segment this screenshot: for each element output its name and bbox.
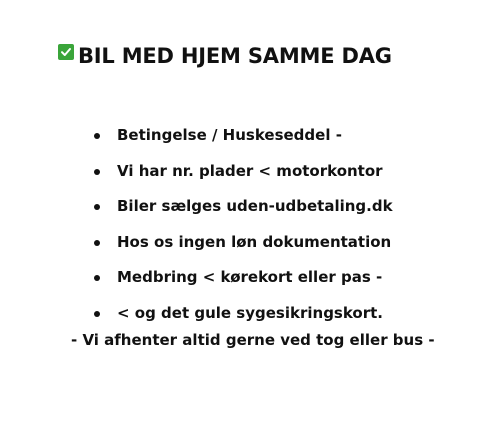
footer-line: - Vi afhenter altid gerne ved tog eller bus - bbox=[71, 331, 435, 349]
bullet-item bbox=[92, 225, 393, 261]
bullet-text: < og det gule sygesikringskort. bbox=[117, 303, 384, 322]
bullet-dot-icon bbox=[94, 204, 100, 210]
bullet-list bbox=[92, 118, 393, 331]
bullet-item bbox=[92, 296, 393, 332]
bullet-dot-icon bbox=[94, 169, 100, 175]
bullet-text: Vi har nr. plader < motorkontor bbox=[117, 161, 383, 180]
bullet-dot-icon bbox=[94, 275, 100, 281]
bullet-item bbox=[92, 118, 393, 154]
bullet-dot-icon bbox=[94, 311, 100, 317]
bullet-item bbox=[92, 154, 393, 190]
bullet-text: Biler sælges uden-udbetaling.dk bbox=[117, 197, 393, 215]
headline-text: BIL MED HJEM SAMME DAG bbox=[78, 44, 392, 68]
bullet-text: Betingelse / Huskeseddel - bbox=[117, 126, 342, 144]
bullet-text: Medbring < kørekort eller pas - bbox=[117, 268, 383, 286]
bullet-item bbox=[92, 260, 393, 296]
bullet-dot-icon bbox=[94, 240, 100, 246]
headline bbox=[58, 44, 392, 68]
bullet-dot-icon bbox=[94, 133, 100, 139]
bullet-item bbox=[92, 189, 393, 225]
check-icon bbox=[58, 44, 74, 60]
bullet-text: Hos os ingen løn dokumentation bbox=[117, 232, 392, 251]
